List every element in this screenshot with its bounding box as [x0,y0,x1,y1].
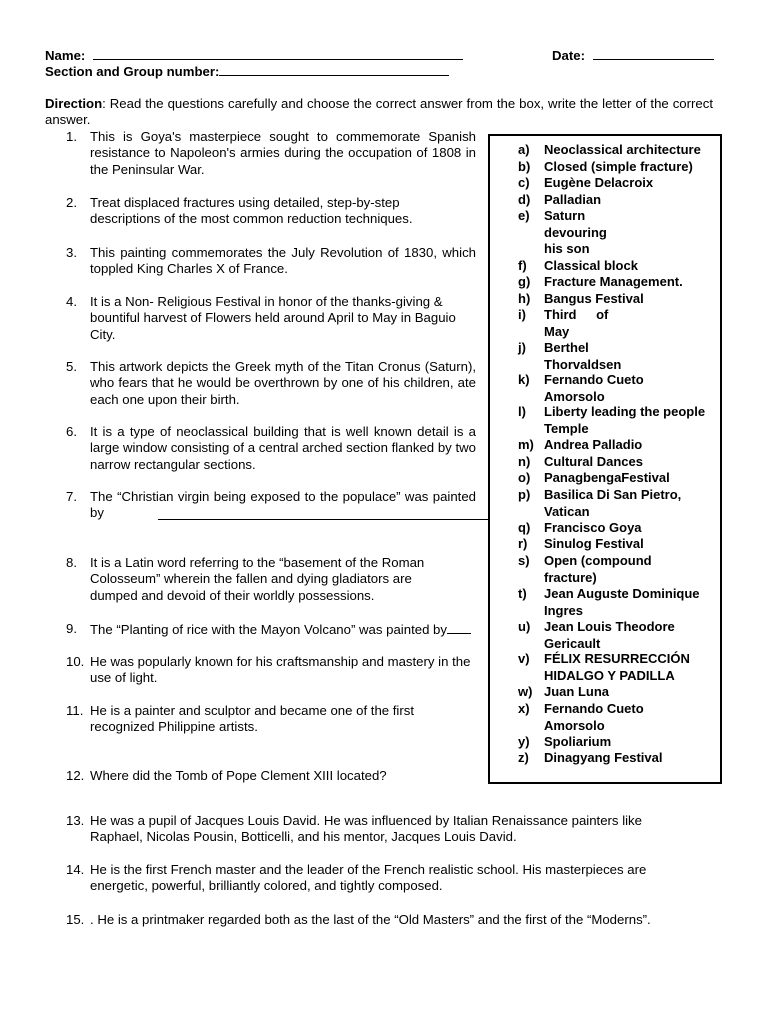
worksheet-page: Name: Date: Section and Group number: Direction: Read the questions carefully and choose the correct answer from the box, write the letter of the correct answer. 1. This is Goya's masterpiece sought to commemorate Spanish resistance to Napoleon's armies during the occupation of 1808 in the Peninsular War. 2. Treat displaced fractures using detailed, step-by-step descriptions of the most common reduction techniques. 3. This painting commemorates the July Revolution of 1830, which toppled King Charles X of France. 4. It is a Non- Religious Festival in honor of the thanks-giving & bountiful harvest of Flowers held around April to May in Baguio City. 5. This artwork depicts the Greek myth of the Titan Cronus (Saturn), who fears that he would be overthrown by one of his children, ate each one upon their birth. 6. It is a type of neoclassical building that is well known detail is a large window consisting of a central arched section flanked by two narrow rectangular sections. 7. The “Christian virgin being exposed to the populace” was painted by 8. It is a Latin word referring to the “basement of the Roman Colosseum” wherein the fallen and dying gladiators are dumped and devoid of their worldly possessions. 9. The “Planting of rice with the Mayon Volcano” was painted by 10. He was popularly known for his craftsmanship and mastery in the use of light. 11. He is a painter and sculptor and became one of the first recognized Philippine artists. 12. Where did the Tomb of Pope Clement XIII located? 13. He was a pupil of Jacques Louis David. He was influenced by Italian Renaissance painters like Raphael, Nicolas Pousin, Botticelli, and his mentor, Jacques Louis David. 14. He is the first French master and the leader of the French realistic school. His masterpieces are energetic, powerful, brilliantly colored, and tightly composed. 15. . He is a printmaker regarded both as the last of the “Old Masters” and the first of the “Moderns”. a) Neoclassical architecture b) Closed (simple fracture) c) Eugène Delacroix d) Palladian e) Saturn devouring his son f) Classical block g) Fracture Management. h) Bangus Festival i) Third of May j) Berthel Thorvaldsen k) Fernando Cueto Amorsolo l) Liberty leading the people Temple m) Andrea Palladio n) Cultural Dances o) PanagbengaFestival p) Basilica Di San Pietro, Vatican q) Francisco Goya r) Sinulog Festival s) Open (compound fracture) t) Jean Auguste Dominique Ingres u) Jean Louis Theodore Gericault v) FÉLIX RESURRECCIÓN HIDALGO Y PADILLA w) Juan Luna x) Fernando Cueto Amorsolo y) Spoliarium z) Dinagyang Festival [0,0,768,1024]
answer-line-7 [158,519,488,520]
direction-text [45,96,713,128]
section-line [219,63,449,76]
direction-label: Direction [45,96,103,111]
date-label: Date: [552,48,585,63]
name-field [45,47,463,64]
answer-line-9 [447,621,471,634]
name-label: Name: [45,48,86,63]
date-line [593,47,714,60]
name-line [93,47,463,60]
section-label: Section and Group number: [45,64,220,79]
section-field [45,63,449,80]
date-field [552,47,714,64]
direction-body: : Read the questions carefully and choose the correct answer from the box, write the letter of the correct answer. [45,96,713,127]
